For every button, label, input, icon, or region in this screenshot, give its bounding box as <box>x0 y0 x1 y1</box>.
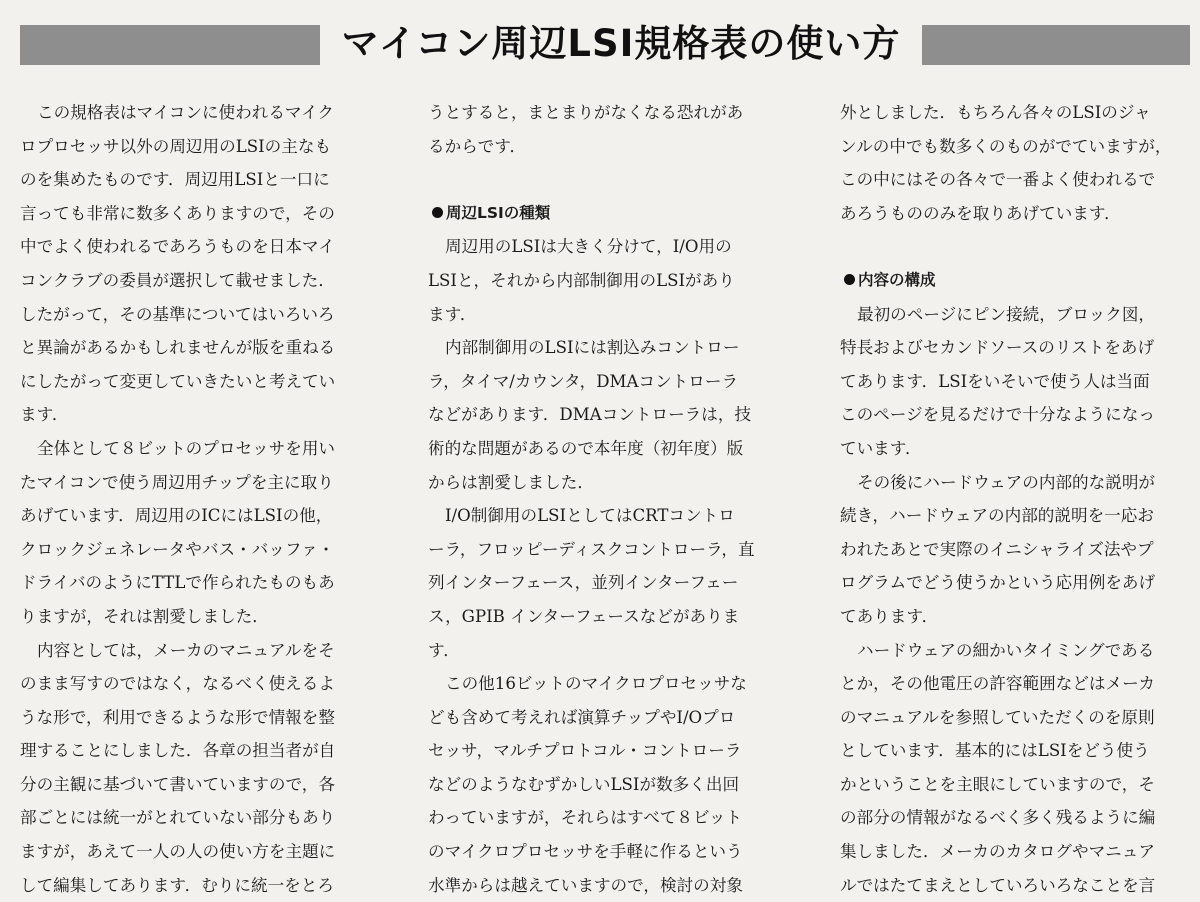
text-line: ルではたてまえとしていろいろなことを言 <box>840 875 1156 895</box>
text-line: 集しました．メーカのカタログやマニュア <box>840 842 1155 862</box>
text-line: この他16ビットのマイクロプロセッサな <box>445 674 747 694</box>
bullet-icon <box>432 207 443 218</box>
text-line: ども含めて考えれば演算チップやI/Oプロ <box>428 707 736 727</box>
text-line: 最初のページにピン接続，ブロック図， <box>857 304 1156 324</box>
text-line: 術的な問題があるので本年度（初年度）版 <box>428 438 744 458</box>
text-line: あげています．周辺用のICにはLSIの他， <box>20 506 333 526</box>
text-line: ます． <box>428 304 477 324</box>
text-line: 周辺用のLSIは大きく分けて，I/O用の <box>445 237 732 257</box>
text-line: この規格表はマイコンに使われるマイク <box>37 103 335 122</box>
text-line: と異論があるかもしれませんが版を重ねる <box>20 338 336 358</box>
text-line: ます． <box>20 405 69 425</box>
text-line: ハードウェアの細かいタイミングである <box>857 640 1155 660</box>
text-line: 言っても非常に数多くありますので，その <box>20 203 335 223</box>
text-line: ーラ，フロッピーディスクコントローラ，直 <box>428 539 755 559</box>
text-line: この中にはその各々で一番よく使われるで <box>840 170 1156 190</box>
text-line: 列インターフェース，並列インターフェー <box>428 573 739 593</box>
text-line: とか，その他電圧の許容範囲などはメーカ <box>840 674 1155 694</box>
text-column-1 <box>20 96 408 902</box>
text-line: 内容としては，メーカのマニュアルをそ <box>37 640 335 660</box>
text-line: クロックジェネレータやバス・バッファ・ <box>20 539 335 559</box>
text-line: ドライバのようにTTLで作られたものもあ <box>20 573 335 593</box>
text-line: す． <box>428 640 460 660</box>
text-line: 理することにしました．各章の担当者が自 <box>20 741 336 761</box>
text-line: 続き，ハードウェアの内部的説明を一応お <box>840 506 1154 526</box>
text-line: ロプロセッサ以外の周辺用のLSIの主なも <box>20 136 332 156</box>
text-line: コンクラブの委員が選択して載せました． <box>20 270 335 290</box>
text-line: などのようなむずかしいLSIが数多く出回 <box>428 774 740 794</box>
text-line: ス，GPIB インターフェースなどがありま <box>428 606 740 626</box>
text-line: るからです． <box>428 136 527 156</box>
text-line: のを集めたものです．周辺用LSIと一口に <box>20 170 330 190</box>
text-line: われたあとで実際のイニシャライズ法やプ <box>840 539 1154 559</box>
text-line: 分の主観に基づいて書いていますので，各 <box>20 774 335 794</box>
text-line: てあります． <box>840 606 939 626</box>
text-line: セッサ，マルチプロトコル・コントローラ <box>428 741 742 761</box>
page-title: マイコン周辺LSI規格表の使い方 <box>341 22 901 65</box>
title-bar-right <box>922 25 1190 65</box>
section-heading-text: 周辺LSIの種類 <box>446 203 551 222</box>
text-line: 中でよく使われるであろうものを日本マイ <box>20 237 335 257</box>
text-line: I/O制御用のLSIとしてはCRTコントロ <box>445 506 735 526</box>
section-heading <box>428 197 820 231</box>
text-line: 特長およびセカンドソースのリストをあげ <box>840 338 1155 358</box>
text-line: わっていますが，それらはすべて８ビット <box>428 808 743 828</box>
text-line: などがあります．DMAコントローラは，技 <box>428 405 752 425</box>
section-heading-text: 内容の構成 <box>858 270 936 289</box>
title-bar-left <box>20 25 320 65</box>
paragraph-gap <box>840 230 1192 264</box>
text-line: ラ，タイマ/カウンタ，DMAコントローラ <box>428 371 739 391</box>
text-line: LSIと，それから内部制御用のLSIがあり <box>428 270 735 290</box>
bullet-icon <box>844 274 855 285</box>
text-line: のマニュアルを参照していただくのを原則 <box>840 707 1155 727</box>
text-line: りますが，それは割愛しました． <box>20 606 269 626</box>
text-line: して編集してあります．むりに統一をとろ <box>20 875 334 895</box>
paragraph-gap <box>428 163 820 197</box>
text-line: 水準からは越えていますので，検討の対象 <box>428 875 743 895</box>
text-line: の部分の情報がなるべく多く残るように編 <box>840 808 1156 828</box>
text-line: ンルの中でも数多くのものがでていますが， <box>840 136 1172 156</box>
text-line: 部ごとには統一がとれていない部分もあり <box>20 808 336 828</box>
text-line: てあります．LSIをいそいで使う人は当面 <box>840 371 1150 391</box>
text-line: にしたがって変更していきたいと考えてい <box>20 371 336 391</box>
text-line: あろうもののみを取りあげています． <box>840 203 1121 223</box>
text-line: うな形で，利用できるような形で情報を整 <box>20 707 335 727</box>
text-column-2 <box>428 96 820 902</box>
text-line: その後にハードウェアの内部的な説明が <box>857 472 1156 492</box>
text-line: 全体として８ビットのプロセッサを用い <box>37 438 336 458</box>
text-line: たマイコンで使う周辺用チップを主に取り <box>20 472 334 492</box>
text-line: ています． <box>840 438 922 458</box>
text-line: のまま写すのではなく，なるべく使えるよ <box>20 674 335 694</box>
text-line: からは割愛しました． <box>428 472 594 492</box>
text-line: ログラムでどう使うかという応用例をあげ <box>840 573 1156 593</box>
text-line: 内部制御用のLSIには割込みコントロー <box>445 338 740 358</box>
text-line: かということを主眼にしていますので，そ <box>840 774 1155 794</box>
text-line: のマイクロプロセッサを手軽に作るという <box>428 842 743 862</box>
text-line: うとすると，まとまりがなくなる恐れがあ <box>428 103 744 122</box>
text-line: このページを見るだけで十分なようになっ <box>840 405 1155 425</box>
text-line: 外としました．もちろん各々のLSIのジャ <box>840 103 1151 122</box>
text-column-3 <box>840 96 1192 902</box>
text-line: ますが，あえて一人の人の使い方を主題に <box>20 842 336 862</box>
text-line: としています．基本的にはLSIをどう使う <box>840 741 1150 761</box>
section-heading <box>840 264 1192 298</box>
text-line: したがって，その基準についてはいろいろ <box>20 304 335 324</box>
